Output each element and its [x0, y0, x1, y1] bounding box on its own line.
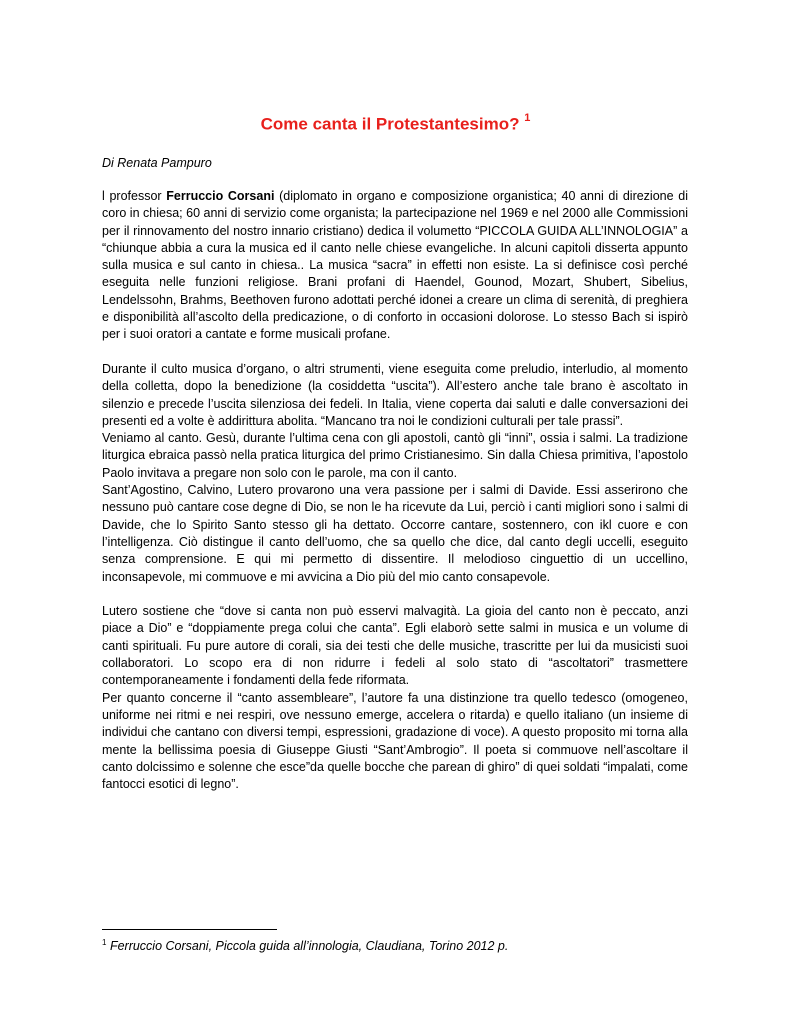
footnote — [102, 938, 508, 953]
footnote-separator — [102, 929, 277, 930]
page-title — [0, 114, 791, 135]
footnote-text: Ferruccio Corsani, Piccola guida all’innologia, Claudiana, Torino 2012 p. — [109, 939, 509, 954]
paragraph-intro-rest: (diplomato in organo e composizione organistica; 40 anni di direzione di coro in chiesa; 60 anni di servizio come organista; la partecipazione nel 1969 e nel 2000 alle Commissioni per il rinnovamento del nostro innario cristiano) dedica il volumetto “PICCOLA GUIDA ALL’INNOLOGIA” a “chiunque abbia a cura la musica ed il canto nelle chiese evangeliche. In alcuni capitoli disserta appunto sulla musica e sul canto in chiesa.. La musica “sacra” in effetti non esiste. La si definisce così perché eseguita nelle funzioni religiose. Brani profani di Haendel, Gounod, Mozart, Shubert, Sibelius, Lendelssohn, Brahms, Beethoven furono adottati perché idonei a creare un clima di serenità, di preghiera e disponibilità all’ascolto della predicazione, o di conforto in occasioni dolorose. Lo stesso Bach si ispirò per i suoi oratori a cantate e forme musicali profane. — [102, 189, 688, 342]
footnote-number: 1 — [102, 938, 107, 947]
paragraph-intro — [102, 188, 688, 344]
title-text: Come canta il Protestantesimo? — [260, 114, 520, 134]
paragraph-singing: Veniamo al canto. Gesù, durante l’ultima cena con gli apostoli, cantò gli “inni”, ossia i salmi. La tradizione liturgica ebraica passò nella pratica liturgica del primo Cristianesimo. Sin dalla Chiesa primitiva, l’apostolo Paolo invitava a pregare non solo con le parole, ma con il canto. — [102, 431, 688, 480]
paragraph-intro-start: l professor — [102, 189, 167, 203]
paragraph-psalms: Sant’Agostino, Calvino, Lutero provarono una vera passione per i salmi di Davide. Essi asserirono che nessuno può cantare cose degne di Dio, se non le ha ricevute da Lui, perciò i canti migliori sono i salmi di Davide, che lo Spirito Santo stesso gli ha dettato. Occorre cantare, sostennero, con ikl cuore e con l’intelligenza. Ciò distingue il canto dell’uomo, che sa quello che dice, dal canto degli uccelli, eseguito senza comprensione. E qui mi permetto di dissentire. Il melodioso cinguettio di un uccellino, inconsapevole, mi commuove e mi avvicina a Dio più del mio canto consapevole. — [102, 483, 688, 584]
author-byline: Di Renata Pampuro — [102, 156, 212, 170]
article-body — [102, 188, 688, 793]
author-name-bold: Ferruccio Corsani — [166, 189, 275, 203]
paragraph-assembly-singing: Per quanto concerne il “canto assembleare”, l’autore fa una distinzione tra quello tedesco (omogeneo, uniforme nei ritmi e nei respiri, ove nessuno emerge, accelera o ritarda) e quello italiano (un insieme di individui che cantano con diversi tempi, espressioni, gradazione di voce). A questo proposito mi torna alla mente la bellissima poesia di Giuseppe Giusti “Sant’Ambrogio”. Il poeta si commuove nell’ascoltare il canto dolcissimo e solenne che esce”da quelle bocche che parean di ghiro” di quei soldati “impalati, come fantocci esotici di legno”. — [102, 690, 688, 792]
paragraph-organ: Durante il culto musica d’organo, o altri strumenti, viene eseguita come preludio, interludio, al momento della colletta, dopo la benedizione (la cosiddetta “uscita”). All’estero anche tale brano è ascoltato in silenzio e precede l’uscita silenziosa dei fedeli. In Italia, viene coperta dai saluti e dalle conversazioni dei presenti ed a volte è addirittura abolita. “Mancano tra noi le condizioni culturali per tale prassi”. — [102, 361, 688, 428]
footnote-reference[interactable]: 1 — [524, 112, 531, 124]
paragraph-luther: Lutero sostiene che “dove si canta non può esservi malvagità. La gioia del canto non è peccato, anzi piace a Dio” e “doppiamente prega colui che canta”. Egli elaborò sette salmi in musica e un volume di canti spirituali. Fu pure autore di corali, sia dei testi che delle musiche, trascritte per lui da musicisti suoi collaboratori. Lo scopo era di non ridurre i fedeli al solo stato di “ascoltatori” trasmettere contemporaneamente i fondamenti della fede riformata. — [102, 604, 688, 688]
